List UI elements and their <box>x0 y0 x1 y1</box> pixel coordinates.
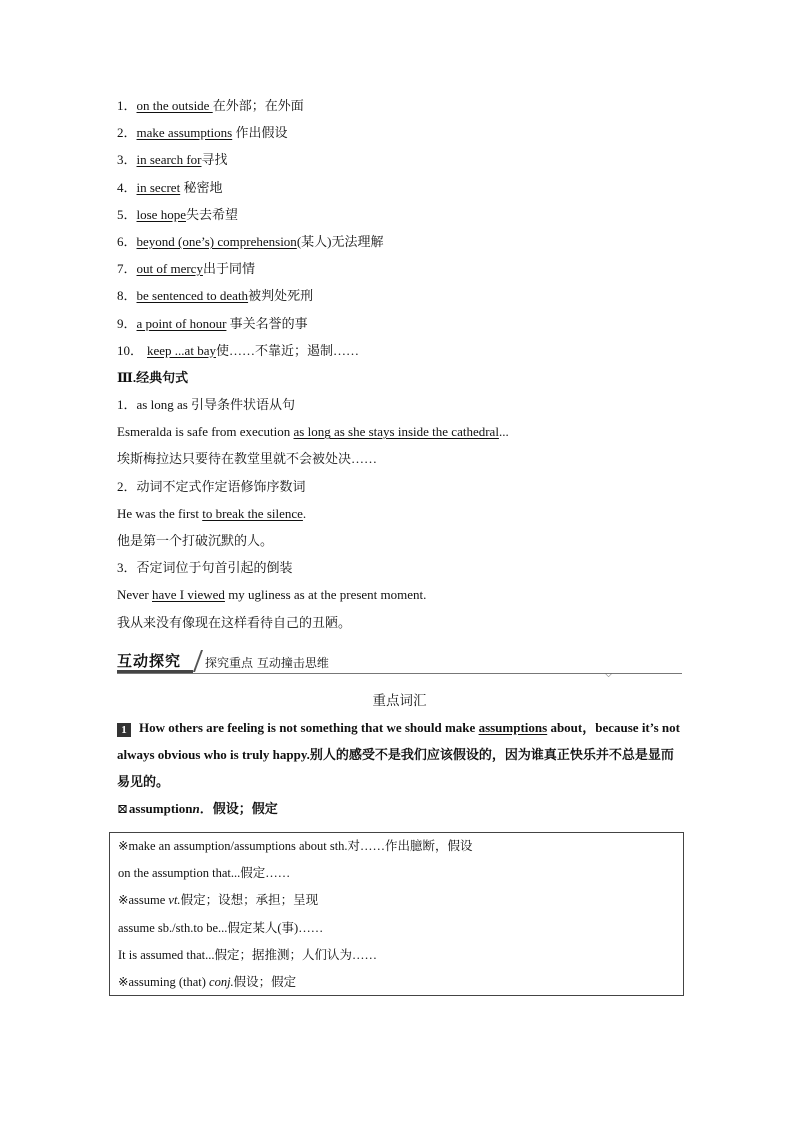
vocab-title: 重点词汇 <box>372 692 427 708</box>
phrase-english: beyond (one’s) comprehension <box>136 233 297 249</box>
band-tick-mark: ⌵ <box>605 668 612 679</box>
sentence-title: 3．否定词位于句首引起的倒装 <box>117 560 293 576</box>
phrase-chinese: 被判处死刑 <box>248 288 314 304</box>
sentence-english: Esmeralda is safe from execution as long as she stays inside the cathedral... <box>117 424 509 440</box>
usage-line: ※assume vt.假定；设想；承担；呈现 <box>118 893 319 908</box>
phrase-chinese: 使……不靠近；遏制…… <box>215 342 359 358</box>
phrase-chinese: 寻找 <box>201 152 228 168</box>
phrase-item: 6．beyond (one’s) comprehension(某人)无法理解 <box>117 233 384 249</box>
phrase-item: 8．be sentenced to death被判处死刑 <box>117 288 314 304</box>
checkbox-icon: ⊠ <box>117 800 128 816</box>
phrase-chinese: 事关名誉的事 <box>226 315 308 331</box>
band-subtitle: 探究重点 互动撞击思维 <box>205 655 329 670</box>
phrase-item: 10． keep ...at bay使……不靠近；遏制…… <box>117 342 359 358</box>
phrase-item: 5．lose hope失去希望 <box>117 206 238 222</box>
sentence-chinese: 我从来没有像现在这样看待自己的丑陋。 <box>117 614 352 630</box>
phrase-chinese: (某人)无法理解 <box>296 233 384 249</box>
word-entry: ⊠assumptionn．假设；假定 <box>117 800 278 816</box>
phrase-english: out of mercy <box>136 261 203 277</box>
phrase-chinese: 失去希望 <box>185 206 238 222</box>
phrase-english: on the outside <box>136 98 213 113</box>
phrase-item: 1．on the outside 在外部；在外面 <box>117 98 304 113</box>
usage-line: on the assumption that...假定…… <box>118 866 291 881</box>
sentence-chinese: 他是第一个打破沉默的人。 <box>117 533 274 548</box>
phrase-english: in secret <box>136 179 181 195</box>
sentences-heading: Ⅲ.经典句式 <box>117 369 189 385</box>
section-band <box>117 642 682 682</box>
usage-line: assume sb./sth.to be...假定某人(事)…… <box>118 920 324 935</box>
phrase-chinese: 作出假设 <box>232 125 288 141</box>
example-number-badge: 1 <box>117 723 131 737</box>
document-page <box>117 92 682 823</box>
sentence-chinese: 埃斯梅拉达只要待在教堂里就不会被处决…… <box>117 451 378 467</box>
sentence-list <box>117 391 682 636</box>
usage-line: ※assuming (that) conj.假设；假定 <box>118 974 297 989</box>
phrase-english: be sentenced to death <box>136 288 249 304</box>
phrase-english: lose hope <box>136 206 186 222</box>
phrase-list <box>117 92 682 364</box>
sentence-title: 2．动词不定式作定语修饰序数词 <box>117 478 306 494</box>
sentence-title: 1．as long as 引导条件状语从句 <box>117 397 296 413</box>
phrase-english: make assumptions <box>136 125 233 141</box>
usage-box <box>109 832 684 996</box>
example-sentence: 1 How others are feeling is not something that we should make assumptions about，because it’s not always obvious who is truly happy.别人的感受不是我们应该假设的，因为谁真正快乐并不总是显而易见的。 <box>117 719 680 789</box>
phrase-chinese: 在外部；在外面 <box>212 98 304 113</box>
band-rule <box>117 673 682 674</box>
phrase-item: 2．make assumptions 作出假设 <box>117 125 288 141</box>
phrase-item: 9．a point of honour 事关名誉的事 <box>117 315 308 331</box>
phrase-item: 4．in secret 秘密地 <box>117 179 223 195</box>
usage-line: ※make an assumption/assumptions about sth.对……作出臆断，假设 <box>118 839 473 853</box>
sentence-english: He was the first to break the silence. <box>117 505 307 521</box>
phrase-english: keep ...at bay <box>147 342 216 358</box>
phrase-english: in search for <box>136 152 202 168</box>
phrase-item: 3．in search for寻找 <box>117 152 228 168</box>
phrase-chinese: 出于同情 <box>202 261 255 277</box>
band-title: 互动探究 <box>117 651 182 670</box>
usage-line: It is assumed that...假定；据推测；人们认为…… <box>118 947 378 962</box>
phrase-item: 7．out of mercy出于同情 <box>117 261 255 277</box>
phrase-english: a point of honour <box>136 315 227 331</box>
sentence-english: Never have I viewed my ugliness as at the present moment. <box>117 587 427 603</box>
band-slash <box>193 650 203 672</box>
phrase-chinese: 秘密地 <box>180 179 223 195</box>
